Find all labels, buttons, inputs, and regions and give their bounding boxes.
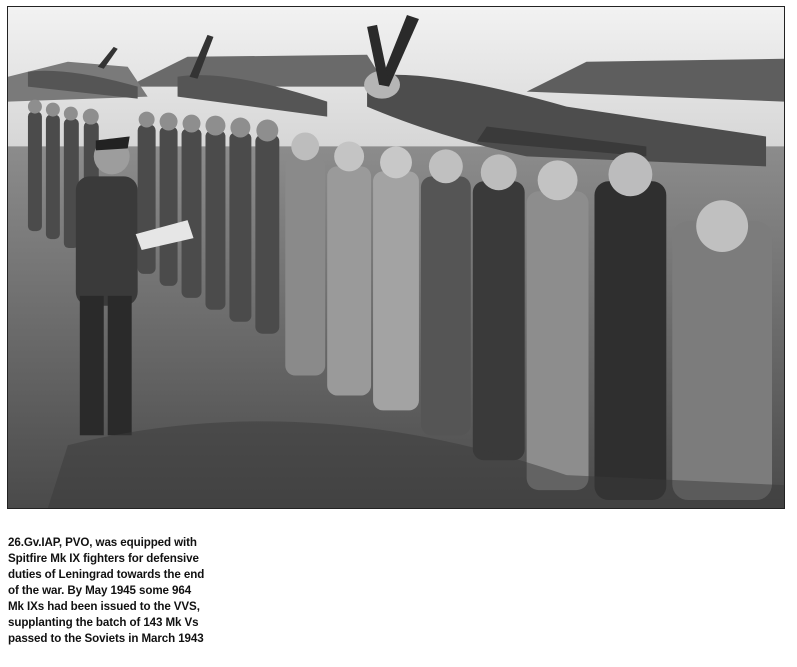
figure-caption (8, 535, 253, 647)
historical-photo (7, 6, 785, 509)
caption-line: Mk IXs had been issued to the VVS, (8, 600, 200, 613)
caption-line: supplanting the batch of 143 Mk Vs (8, 616, 199, 629)
caption-line: 26.Gv.IAP, PVO, was equipped with (8, 536, 197, 549)
caption-line: Spitfire Mk IX fighters for defensive (8, 552, 199, 565)
photo-illustration (8, 7, 784, 508)
caption-line: duties of Leningrad towards the end (8, 568, 205, 581)
caption-line: of the war. By May 1945 some 964 (8, 584, 192, 597)
caption-line: passed to the Soviets in March 1943 (8, 632, 204, 645)
